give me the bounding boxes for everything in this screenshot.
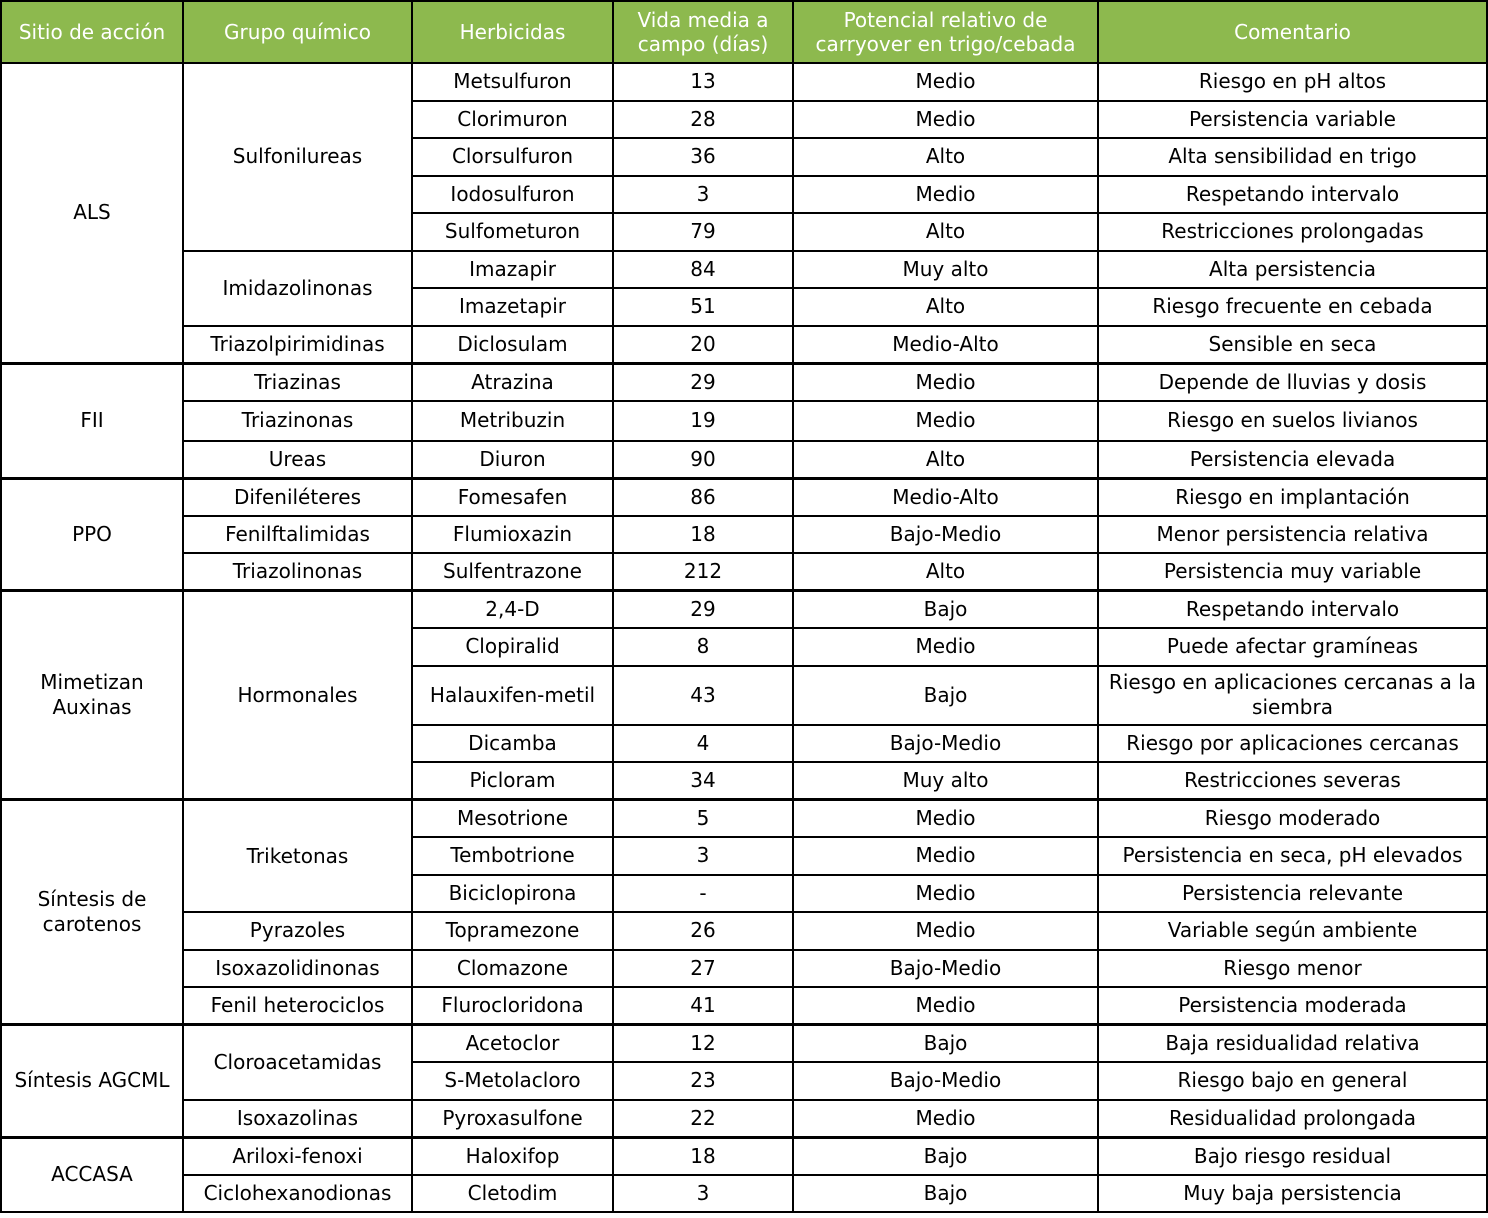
comment-cell: Persistencia muy variable bbox=[1098, 553, 1487, 591]
half-life-cell: 36 bbox=[613, 138, 793, 176]
comment-cell: Restricciones severas bbox=[1098, 762, 1487, 800]
table-row bbox=[1, 591, 1487, 629]
comment-cell: Riesgo por aplicaciones cercanas bbox=[1098, 725, 1487, 763]
carryover-cell: Medio bbox=[793, 987, 1098, 1025]
herbicide-cell: Tembotrione bbox=[412, 837, 613, 875]
half-life-cell: 34 bbox=[613, 762, 793, 800]
site-cell: Síntesis de carotenos bbox=[1, 800, 183, 1025]
herbicide-cell: Diclosulam bbox=[412, 326, 613, 364]
table-row bbox=[1, 553, 1487, 591]
half-life-cell: 3 bbox=[613, 1175, 793, 1213]
table-row bbox=[1, 987, 1487, 1025]
carryover-cell: Medio bbox=[793, 363, 1098, 401]
half-life-cell: 212 bbox=[613, 553, 793, 591]
site-cell: FII bbox=[1, 363, 183, 478]
group-cell: Difeniléteres bbox=[183, 478, 412, 516]
half-life-cell: 84 bbox=[613, 251, 793, 289]
herbicide-cell: Fomesafen bbox=[412, 478, 613, 516]
site-cell: Mimetizan Auxinas bbox=[1, 591, 183, 800]
half-life-cell: 28 bbox=[613, 101, 793, 139]
comment-cell: Persistencia moderada bbox=[1098, 987, 1487, 1025]
herbicide-cell: Imazapir bbox=[412, 251, 613, 289]
comment-cell: Riesgo menor bbox=[1098, 950, 1487, 988]
carryover-cell: Medio-Alto bbox=[793, 326, 1098, 364]
half-life-cell: 43 bbox=[613, 666, 793, 725]
comment-cell: Riesgo bajo en general bbox=[1098, 1062, 1487, 1100]
half-life-cell: 18 bbox=[613, 516, 793, 554]
table-row bbox=[1, 516, 1487, 554]
half-life-cell: 79 bbox=[613, 213, 793, 251]
table-row bbox=[1, 363, 1487, 401]
header-herbicidas: Herbicidas bbox=[412, 1, 613, 63]
herbicide-cell: Biciclopirona bbox=[412, 875, 613, 913]
group-cell: Imidazolinonas bbox=[183, 251, 412, 326]
half-life-cell: 51 bbox=[613, 288, 793, 326]
site-cell: Síntesis AGCML bbox=[1, 1025, 183, 1138]
herbicide-cell: Flumioxazin bbox=[412, 516, 613, 554]
header-vida: Vida media a campo (días) bbox=[613, 1, 793, 63]
herbicide-cell: Flurocloridona bbox=[412, 987, 613, 1025]
half-life-cell: 4 bbox=[613, 725, 793, 763]
comment-cell: Riesgo en pH altos bbox=[1098, 63, 1487, 101]
half-life-cell: 29 bbox=[613, 591, 793, 629]
comment-cell: Residualidad prolongada bbox=[1098, 1100, 1487, 1138]
header-grupo: Grupo químico bbox=[183, 1, 412, 63]
half-life-cell: 19 bbox=[613, 401, 793, 441]
header-row bbox=[1, 1, 1487, 63]
carryover-cell: Bajo-Medio bbox=[793, 950, 1098, 988]
carryover-cell: Alto bbox=[793, 138, 1098, 176]
half-life-cell: 41 bbox=[613, 987, 793, 1025]
comment-cell: Riesgo en suelos livianos bbox=[1098, 401, 1487, 441]
comment-cell: Riesgo moderado bbox=[1098, 800, 1487, 838]
carryover-cell: Alto bbox=[793, 553, 1098, 591]
herbicide-cell: Iodosulfuron bbox=[412, 176, 613, 214]
comment-cell: Sensible en seca bbox=[1098, 326, 1487, 364]
carryover-cell: Bajo bbox=[793, 1175, 1098, 1213]
comment-cell: Riesgo en aplicaciones cercanas a la siembra bbox=[1098, 666, 1487, 725]
table-row bbox=[1, 1025, 1487, 1063]
herbicide-cell: Clorsulfuron bbox=[412, 138, 613, 176]
half-life-cell: 12 bbox=[613, 1025, 793, 1063]
comment-cell: Puede afectar gramíneas bbox=[1098, 628, 1487, 666]
herbicide-cell: Atrazina bbox=[412, 363, 613, 401]
carryover-cell: Bajo bbox=[793, 1025, 1098, 1063]
header-comentario: Comentario bbox=[1098, 1, 1487, 63]
herbicide-cell: Haloxifop bbox=[412, 1137, 613, 1175]
half-life-cell: 27 bbox=[613, 950, 793, 988]
carryover-cell: Medio bbox=[793, 875, 1098, 913]
herbicide-cell: Dicamba bbox=[412, 725, 613, 763]
group-cell: Isoxazolidinonas bbox=[183, 950, 412, 988]
carryover-cell: Bajo bbox=[793, 591, 1098, 629]
comment-cell: Menor persistencia relativa bbox=[1098, 516, 1487, 554]
half-life-cell: 8 bbox=[613, 628, 793, 666]
half-life-cell: 5 bbox=[613, 800, 793, 838]
herbicide-cell: Clomazone bbox=[412, 950, 613, 988]
herbicide-cell: Metribuzin bbox=[412, 401, 613, 441]
comment-cell: Persistencia elevada bbox=[1098, 441, 1487, 479]
herbicide-cell: Sulfometuron bbox=[412, 213, 613, 251]
site-cell: ACCASA bbox=[1, 1137, 183, 1212]
group-cell: Isoxazolinas bbox=[183, 1100, 412, 1138]
group-cell: Fenilftalimidas bbox=[183, 516, 412, 554]
table-row bbox=[1, 912, 1487, 950]
carryover-cell: Medio bbox=[793, 628, 1098, 666]
carryover-cell: Medio bbox=[793, 800, 1098, 838]
carryover-cell: Alto bbox=[793, 441, 1098, 479]
comment-cell: Persistencia en seca, pH elevados bbox=[1098, 837, 1487, 875]
half-life-cell: 90 bbox=[613, 441, 793, 479]
site-cell: ALS bbox=[1, 63, 183, 363]
herbicide-cell: Cletodim bbox=[412, 1175, 613, 1213]
table-row bbox=[1, 950, 1487, 988]
herbicide-cell: Mesotrione bbox=[412, 800, 613, 838]
comment-cell: Alta sensibilidad en trigo bbox=[1098, 138, 1487, 176]
half-life-cell: 18 bbox=[613, 1137, 793, 1175]
carryover-cell: Medio-Alto bbox=[793, 478, 1098, 516]
group-cell: Pyrazoles bbox=[183, 912, 412, 950]
half-life-cell: 23 bbox=[613, 1062, 793, 1100]
comment-cell: Persistencia variable bbox=[1098, 101, 1487, 139]
half-life-cell: 29 bbox=[613, 363, 793, 401]
site-cell: PPO bbox=[1, 478, 183, 591]
carryover-cell: Bajo-Medio bbox=[793, 1062, 1098, 1100]
carryover-cell: Bajo-Medio bbox=[793, 725, 1098, 763]
half-life-cell: 86 bbox=[613, 478, 793, 516]
comment-cell: Restricciones prolongadas bbox=[1098, 213, 1487, 251]
comment-cell: Baja residualidad relativa bbox=[1098, 1025, 1487, 1063]
carryover-cell: Medio bbox=[793, 1100, 1098, 1138]
carryover-cell: Muy alto bbox=[793, 251, 1098, 289]
herbicide-cell: Imazetapir bbox=[412, 288, 613, 326]
carryover-cell: Alto bbox=[793, 213, 1098, 251]
herbicide-cell: Picloram bbox=[412, 762, 613, 800]
header-sitio: Sitio de acción bbox=[1, 1, 183, 63]
group-cell: Ciclohexanodionas bbox=[183, 1175, 412, 1213]
table-row bbox=[1, 1100, 1487, 1138]
half-life-cell: 3 bbox=[613, 837, 793, 875]
carryover-cell: Bajo-Medio bbox=[793, 516, 1098, 554]
group-cell: Triazinas bbox=[183, 363, 412, 401]
half-life-cell: 26 bbox=[613, 912, 793, 950]
table-row bbox=[1, 441, 1487, 479]
comment-cell: Bajo riesgo residual bbox=[1098, 1137, 1487, 1175]
comment-cell: Respetando intervalo bbox=[1098, 591, 1487, 629]
carryover-cell: Muy alto bbox=[793, 762, 1098, 800]
herbicide-cell: Clorimuron bbox=[412, 101, 613, 139]
comment-cell: Depende de lluvias y dosis bbox=[1098, 363, 1487, 401]
half-life-cell: 3 bbox=[613, 176, 793, 214]
herbicide-cell: Topramezone bbox=[412, 912, 613, 950]
herbicide-cell: Halauxifen-metil bbox=[412, 666, 613, 725]
herbicide-cell: 2,4-D bbox=[412, 591, 613, 629]
table-row bbox=[1, 326, 1487, 364]
group-cell: Fenil heterociclos bbox=[183, 987, 412, 1025]
carryover-cell: Bajo bbox=[793, 666, 1098, 725]
group-cell: Triazinonas bbox=[183, 401, 412, 441]
herbicide-cell: Sulfentrazone bbox=[412, 553, 613, 591]
carryover-cell: Bajo bbox=[793, 1137, 1098, 1175]
table-row bbox=[1, 1175, 1487, 1213]
carryover-cell: Medio bbox=[793, 401, 1098, 441]
half-life-cell: - bbox=[613, 875, 793, 913]
herbicide-cell: Diuron bbox=[412, 441, 613, 479]
table-row bbox=[1, 401, 1487, 441]
herbicide-cell: S-Metolacloro bbox=[412, 1062, 613, 1100]
comment-cell: Persistencia relevante bbox=[1098, 875, 1487, 913]
herbicide-cell: Acetoclor bbox=[412, 1025, 613, 1063]
table-row bbox=[1, 251, 1487, 289]
group-cell: Triazolinonas bbox=[183, 553, 412, 591]
group-cell: Ariloxi-fenoxi bbox=[183, 1137, 412, 1175]
group-cell: Hormonales bbox=[183, 591, 412, 800]
comment-cell: Muy baja persistencia bbox=[1098, 1175, 1487, 1213]
group-cell: Triketonas bbox=[183, 800, 412, 913]
half-life-cell: 13 bbox=[613, 63, 793, 101]
group-cell: Sulfonilureas bbox=[183, 63, 412, 251]
carryover-cell: Medio bbox=[793, 176, 1098, 214]
group-cell: Cloroacetamidas bbox=[183, 1025, 412, 1100]
comment-cell: Alta persistencia bbox=[1098, 251, 1487, 289]
herbicide-cell: Pyroxasulfone bbox=[412, 1100, 613, 1138]
table-row bbox=[1, 478, 1487, 516]
herbicide-cell: Clopiralid bbox=[412, 628, 613, 666]
table-row bbox=[1, 63, 1487, 101]
carryover-cell: Alto bbox=[793, 288, 1098, 326]
carryover-cell: Medio bbox=[793, 101, 1098, 139]
herbicide-cell: Metsulfuron bbox=[412, 63, 613, 101]
group-cell: Triazolpirimidinas bbox=[183, 326, 412, 364]
carryover-cell: Medio bbox=[793, 63, 1098, 101]
comment-cell: Respetando intervalo bbox=[1098, 176, 1487, 214]
half-life-cell: 20 bbox=[613, 326, 793, 364]
comment-cell: Variable según ambiente bbox=[1098, 912, 1487, 950]
header-potencial: Potencial relativo de carryover en trigo/cebada bbox=[793, 1, 1098, 63]
table-row bbox=[1, 800, 1487, 838]
table-row bbox=[1, 1137, 1487, 1175]
carryover-cell: Medio bbox=[793, 837, 1098, 875]
half-life-cell: 22 bbox=[613, 1100, 793, 1138]
comment-cell: Riesgo frecuente en cebada bbox=[1098, 288, 1487, 326]
group-cell: Ureas bbox=[183, 441, 412, 479]
carryover-cell: Medio bbox=[793, 912, 1098, 950]
comment-cell: Riesgo en implantación bbox=[1098, 478, 1487, 516]
